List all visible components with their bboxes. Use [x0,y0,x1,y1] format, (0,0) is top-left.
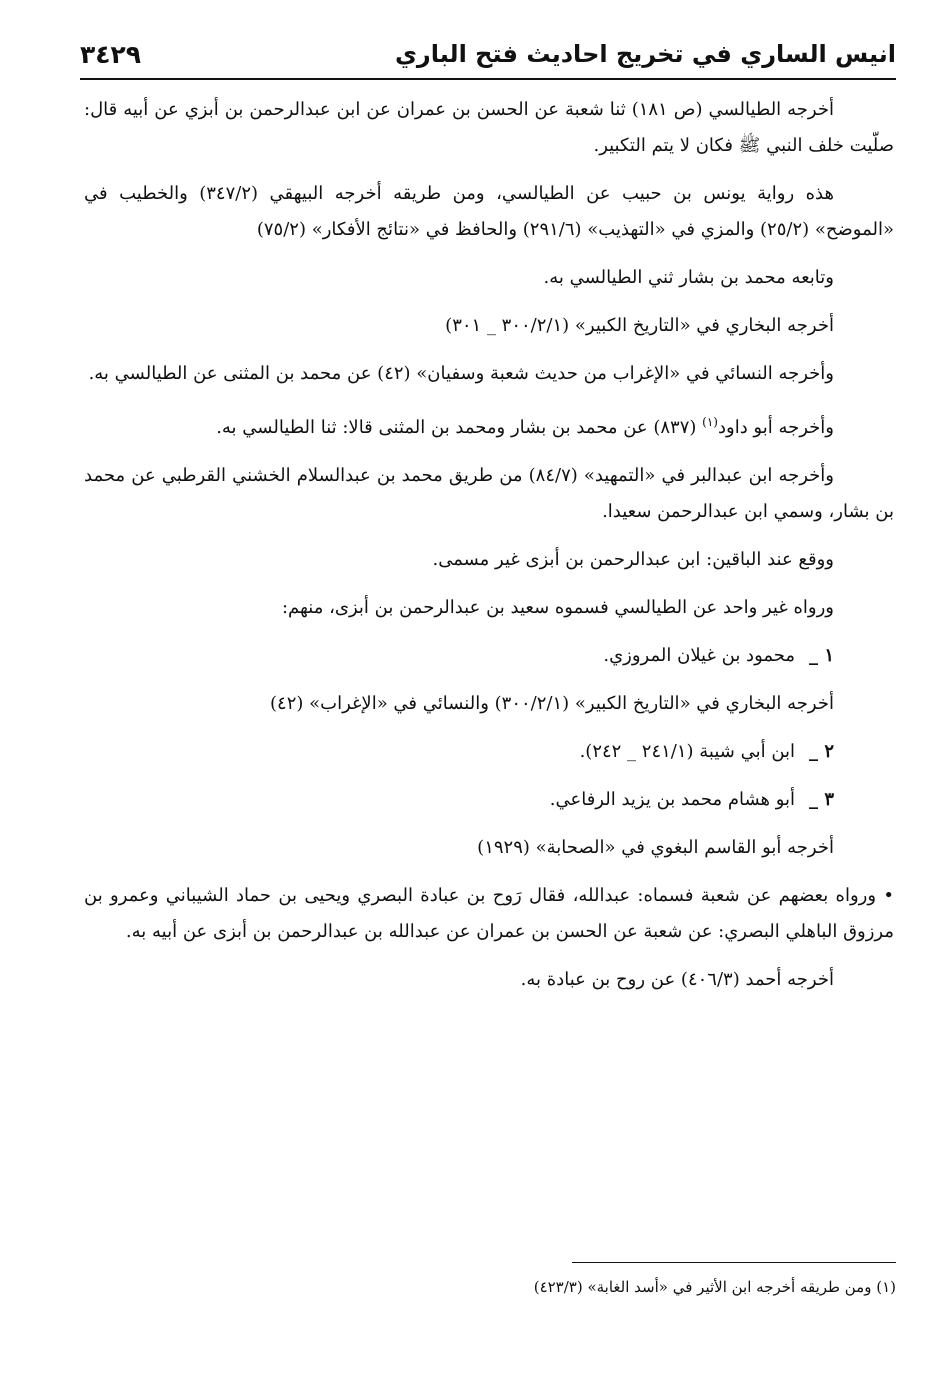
list-text: ابن أبي شيبة (٢٤١/١ _ ٢٤٢). [579,741,796,762]
list-number: ٢ _ [809,741,834,762]
list-number: ٣ _ [809,789,834,810]
paragraph-text: وأخرجه أبو داود [717,417,834,438]
list-item [84,638,894,674]
main-text [84,92,894,998]
paragraph: ووقع عند الباقين: ابن عبدالرحمن بن أبزى غير مسمى. [432,549,834,570]
paragraph: هذه رواية يونس بن حبيب عن الطيالسي، ومن طريقه أخرجه البيهقي (٣٤٧/٢) والخطيب في «الموضح» (٢٥/٢) والمزي في «التهذيب» (٢٩١/٦) والحافظ في «نتائج الأفكار» (٧٥/٢) [84,183,894,240]
paragraph: وتابعه محمد بن بشار ثني الطيالسي به. [543,267,834,288]
paragraph: أخرجه البخاري في «التاريخ الكبير» (٣٠٠/٢/١ _ ٣٠١) [445,315,834,336]
footnote-divider [572,1262,896,1263]
paragraph: ورواه غير واحد عن الطيالسي فسموه سعيد بن عبدالرحمن بن أبزى، منهم: [281,597,834,618]
paragraph: وأخرجه النسائي في «الإغراب من حديث شعبة وسفيان» (٤٢) عن محمد بن المثنى عن الطيالسي به. [88,363,834,384]
list-text: أبو هشام محمد بن يزيد الرفاعي. [549,789,796,810]
page-number: ٣٤٢٩ [80,40,142,69]
page-header [80,38,896,72]
list-item [84,782,894,818]
paragraph: أخرجه الطيالسي (ص ١٨١) ثنا شعبة عن الحسن بن عمران عن ابن عبدالرحمن بن أبزي عن أبيه قال: صلّيت خلف النبي ﷺ فكان لا يتم التكبير. [84,99,894,156]
paragraph: أخرجه أبو القاسم البغوي في «الصحابة» (١٩٢٩) [477,837,834,858]
paragraph: • ورواه بعضهم عن شعبة فسماه: عبدالله، فقال رَوح بن عبادة البصري ويحيى بن حماد الشيباني وعمرو بن مرزوق الباهلي البصري: عن شعبة عن الحسن بن عمران عن عبدالله بن عبدالرحمن بن أبزى عن أبيه به. [84,885,894,942]
list-text: محمود بن غيلان المروزي. [603,645,796,666]
paragraph: أخرجه أحمد (٤٠٦/٣) عن روح بن عبادة به. [520,969,834,990]
list-item [84,734,894,770]
list-number: ١ _ [809,645,834,666]
paragraph-text: (٨٣٧) عن محمد بن بشار ومحمد بن المثنى قالا: ثنا الطيالسي به. [216,417,703,438]
header-divider [80,78,896,80]
footnote-reference: (١) [702,415,718,429]
paragraph: وأخرجه ابن عبدالبر في «التمهيد» (٨٤/٧) من طريق محمد بن عبدالسلام الخشني القرطبي عن محمد بن بشار، وسمي ابن عبدالرحمن سعيدا. [84,465,894,522]
paragraph: أخرجه البخاري في «التاريخ الكبير» (٣٠٠/٢/١) والنسائي في «الإغراب» (٤٢) [270,693,834,714]
paragraph-with-footnote-ref [84,404,894,446]
running-title: انيس الساري في تخريج احاديث فتح الباري [394,40,896,68]
footnote: (١) ومن طريقه أخرجه ابن الأثير في «أسد الغابة» (٤٢٣/٣) [533,1278,896,1296]
